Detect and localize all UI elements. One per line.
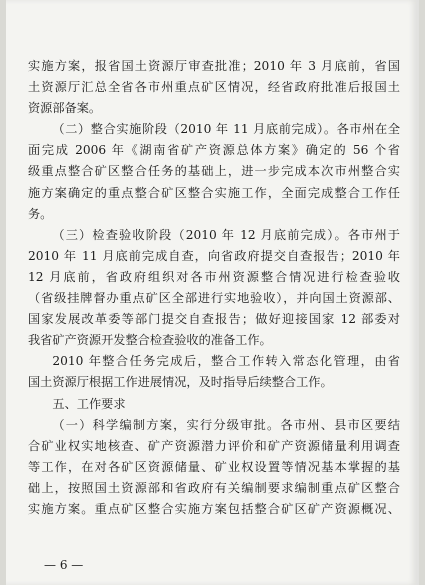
text-line: 2010 年整合任务完成后，整合工作转入常态化管理，由省 (52, 354, 400, 369)
text-line: 国土资源厅根据工作进展情况，及时指导后续整合工作。 (28, 375, 333, 390)
body-text (28, 56, 400, 520)
document-page (6, 0, 419, 585)
text-line: 12 月底前，省政府组织对各市州资源整合情况进行检查验收 (28, 269, 400, 284)
text-line: 我省矿产资源开发整合检查验收的准备工作。 (28, 333, 272, 348)
text-line: （省级挂牌督办重点矿区全部进行实地验收），并向国土资源部、 (28, 291, 400, 306)
text-line: 合矿业权实地核查、矿产资源潜力评价和矿产资源储量利用调查 (28, 438, 400, 453)
text-line: 级重点整合矿区整合任务的基础上，进一步完成本次市州整合实 (28, 164, 400, 179)
text-line: 础上，按照国土资源部和省政府有关编制要求编制重点矿区整合 (28, 480, 400, 495)
text-line: 土资源厅汇总全省各市州重点矿区情况，经省政府批准后报国土 (28, 80, 400, 95)
text-line: 2010 年 11 月底前完成自查，向省政府提交自查报告；2010 年 (28, 248, 400, 263)
text-line: 实施方案，报省国土资源厅审查批准；2010 年 3 月底前，省国 (28, 59, 400, 73)
text-line: 实施方案。重点矿区整合实施方案包括整合矿区矿产资源概况、 (28, 501, 400, 516)
text-line: 施方案确定的重点整合矿区整合实施工作，全面完成整合工作任 (28, 185, 400, 200)
text-line: 五、工作要求 (52, 396, 126, 411)
text-line: （三）检查验收阶段（2010 年 12 月底前完成）。各市州于 (52, 227, 400, 242)
text-line: 国家发展改革委等部门提交自查报告；做好迎接国家 12 部委对 (28, 312, 400, 327)
page-number: — 6 — (44, 558, 84, 572)
text-line: （一）科学编制方案，实行分级审批。各市州、县市区要结 (52, 417, 400, 432)
text-line: 面完成 2006 年《湖南省矿产资源总体方案》确定的 56 个省 (28, 143, 400, 158)
text-line: 资源部备案。 (28, 101, 102, 116)
text-line: 等工作，在对各矿区资源储量、矿业权设置等情况基本掌握的基 (28, 459, 400, 474)
text-line: 务。 (28, 206, 53, 221)
text-line: （二）整合实施阶段（2010 年 11 月底前完成）。各市州在全 (52, 122, 400, 137)
